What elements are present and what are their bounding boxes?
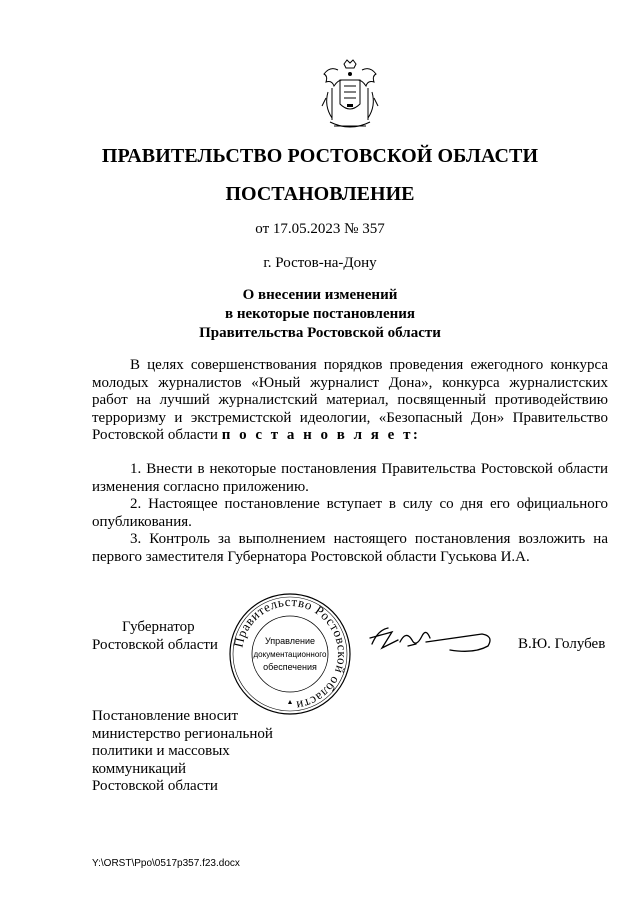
coat-of-arms-icon (318, 58, 382, 134)
decree-items (92, 461, 608, 566)
stamp-ring-text: Правительство Ростовской области (230, 593, 351, 714)
submitted-by-block (92, 708, 273, 796)
submitted-line: политики и массовых (92, 743, 230, 759)
preamble-paragraph (92, 357, 608, 445)
handwritten-signature (364, 620, 496, 660)
date-number-line: от 17.05.2023 № 357 (255, 221, 385, 237)
submitted-line: Ростовской области (92, 778, 218, 794)
decree-item: 3. Контроль за выполнением настоящего постановления возложить на первого заместителя Губернатора Ростовской области Гуськова И.А. (92, 531, 608, 565)
decree-item: 2. Настоящее постановление вступает в силу со дня его официального опубликования. (92, 496, 608, 530)
subject-line: Правительства Ростовской области (199, 325, 441, 341)
subject-line: О внесении изменений (242, 287, 398, 303)
government-name: ПРАВИТЕЛЬСТВО РОСТОВСКОЙ ОБЛАСТИ (101, 145, 539, 167)
document-type: ПОСТАНОВЛЕНИЕ (225, 183, 415, 205)
preamble-text: В целях совершенствования порядков проведения ежегодного конкурса молодых журналистов «Юный журналист Дона», конкурса журналистских работ на лучший журналистский материал, посвященный противодействию терроризму и экстремистской идеологии, «Безопасный Дон» Правительство Ростовской области (92, 357, 608, 443)
signatory-role (92, 618, 218, 654)
decree-word: п о с т а н о в л я е т: (221, 427, 421, 443)
stamp-inner-line: обеспечения (263, 662, 317, 672)
role-line: Ростовской области (92, 637, 218, 653)
decree-item: 1. Внести в некоторые постановления Правительства Ростовской области изменения согласно приложению. (92, 461, 608, 495)
stamp-inner-line: документационного (253, 650, 327, 659)
document-subject (0, 286, 640, 343)
submitted-line: коммуникаций (92, 760, 187, 777)
signer-name: В.Ю. Голубев (518, 636, 606, 652)
stamp-inner-line: Управление (264, 636, 316, 646)
official-stamp (228, 592, 352, 716)
submitted-line: Постановление вносит (92, 708, 239, 724)
file-path-footer: Y:\ORST\Ppo\0517p357.f23.docx (92, 858, 240, 869)
role-line: Губернатор (122, 619, 195, 635)
subject-line: в некоторые постановления (224, 306, 416, 322)
city-line: г. Ростов-на-Дону (263, 255, 377, 271)
submitted-line: министерство региональной (92, 725, 273, 742)
